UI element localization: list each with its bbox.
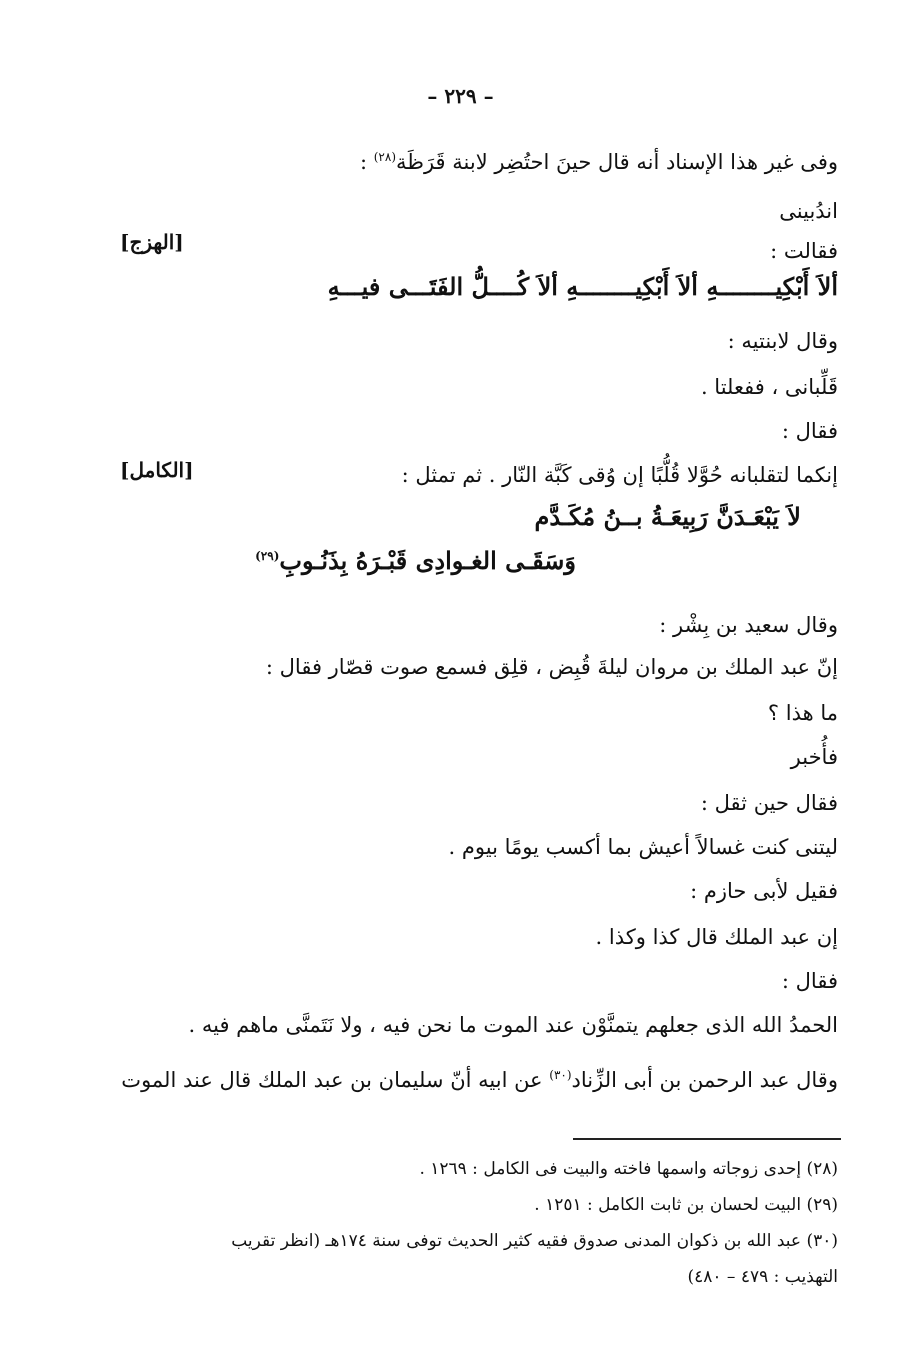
text-line: فقال حين ثقل : (700, 791, 838, 815)
footnote-ref: (٣٠) (549, 1068, 572, 1082)
page-number: – ٢٢٩ – (427, 84, 494, 108)
text-line: فقال : (781, 419, 838, 443)
footnote: (٢٩) البيت لحسان بن ثابت الكامل : ١٢٥١ . (534, 1195, 838, 1215)
text-line: إنكما لتقلبانه حُوَّلا قُلُّبًا إن وُقى كَبَّة النّار . ثم تمثل : (401, 463, 838, 487)
text-line: إن عبد الملك قال كذا وكذا . (595, 925, 838, 949)
footnote: (٣٠) عبد الله بن ذكوان المدنى صدوق فقيه كثير الحديث توفى سنة ١٧٤هـ (انظر تقريب (231, 1231, 838, 1251)
text-line: فأُخبر (790, 745, 838, 769)
text-line: وفى غير هذا الإسناد أنه قال حينَ احتُضِر لابنة قَرَظَة$^{(٢٨)}$ : (359, 150, 838, 174)
footnote-divider (573, 1138, 841, 1140)
text-line: وقال سعيد بن بِشْر : (659, 613, 838, 637)
text-line: وقال عبد الرحمن بن أبى الزِّناد$^{(٣٠)}$ عن ابيه أنّ سليمان بن عبد الملك قال عند الموت (121, 1068, 838, 1092)
footnote-ref: (٢٨) (373, 150, 396, 164)
verse-hazaj: ألاَ أَبْكِيــــــــهِ ألاَ أَبْكِيــــــــهِ ألاَ كُــــلُّ الفَتَـــى فيـــهِ (327, 272, 838, 301)
text-line: ما هذا ؟ (767, 701, 838, 725)
text-line: إنّ عبد الملك بن مروان ليلةَ قُبِض ، قلِق فسمع صوت قصّار فقال : (265, 655, 838, 679)
text-line: الحمدُ الله الذى جعلهم يتمنَّوْن عند الموت ما نحن فيه ، ولا نَتَمنَّى ماهم فيه . (188, 1013, 838, 1037)
text-line: فقيل لأبى حازم : (690, 879, 838, 903)
text-line: فقال : (781, 969, 838, 993)
meter-label-hazaj: [الهزج] (120, 230, 184, 254)
text-line: فقالت : (770, 239, 838, 263)
text-line: قَلِّبانى ، ففعلتا . (700, 375, 838, 399)
meter-label-kamil: [الكامل] (120, 458, 194, 482)
text-line: وقال لابنتيه : (727, 329, 838, 353)
footnote: (٢٨) إحدى زوجاته واسمها فاخته والبيت فى الكامل : ١٢٦٩ . (419, 1159, 838, 1179)
verse-kamil-first-hemistich: لاَ يَبْعَـدَنَّ رَبِيعَـةُ بــنُ مُكَـدَّم (534, 502, 801, 531)
text-line: اندُبينى (779, 199, 838, 223)
text-line: ليتنى كنت غسالاً أعيش بما أكسب يومًا بيوم . (448, 835, 838, 859)
footnote: التهذيب : ٤٧٩ – ٤٨٠) (687, 1267, 838, 1287)
footnote-ref: (٢٩) (255, 549, 280, 563)
verse-kamil-second-hemistich: وَسَقَـى الغـوادِى قَبْـرَهُ بِذَنُـوبِ$^{(٢٩)}$ (255, 546, 576, 575)
